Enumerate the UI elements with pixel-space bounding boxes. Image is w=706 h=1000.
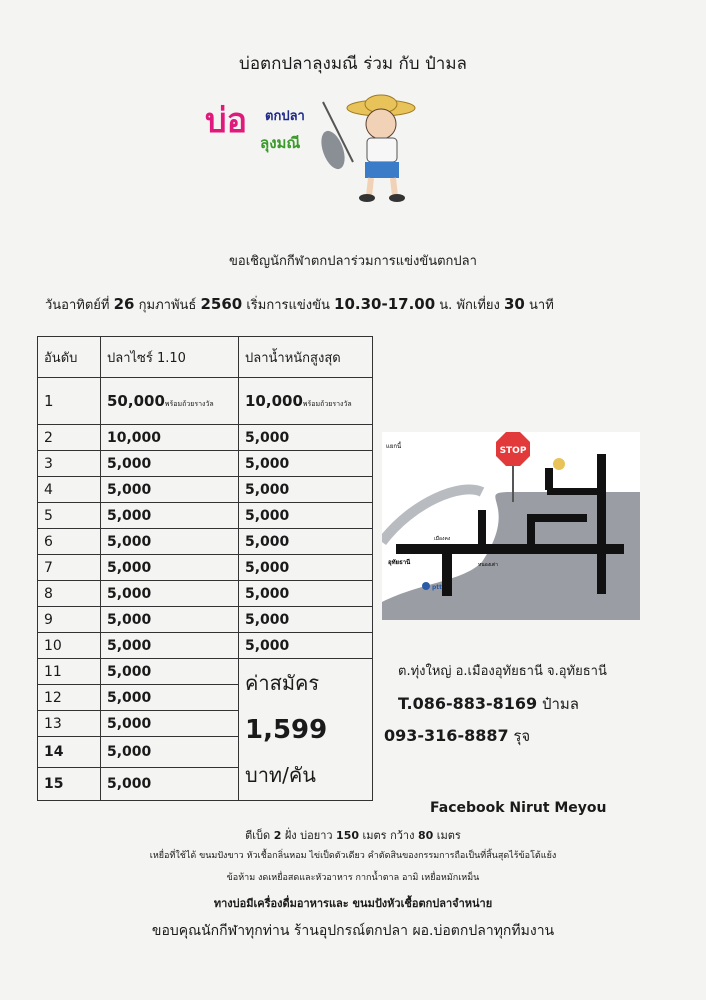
pond-logo — [205, 92, 420, 204]
size-prize-cell: 5,000 — [101, 555, 239, 581]
rank-cell: 14 — [38, 737, 101, 768]
pond-text: เมตร กว้าง — [359, 829, 418, 842]
table-row — [38, 581, 373, 607]
stop-sign-text: STOP — [499, 446, 527, 456]
pond-text: ตีเบ็ด — [245, 829, 274, 842]
phone-contact-1 — [398, 692, 579, 716]
trophy-note: พร้อมถ้วยรางวัล — [164, 400, 214, 408]
phone-number-1: T.086-883-8169 — [398, 694, 538, 713]
weight-prize-cell: 5,000 — [239, 633, 373, 659]
map-label-ptt: ptt — [432, 584, 443, 591]
pond-address: ต.ทุ่งใหญ่ อ.เมืองอุทัยธานี จ.อุทัยธานี — [398, 664, 607, 679]
weight-prize-cell: 5,000 — [239, 581, 373, 607]
poster-title: บ่อตกปลาลุงมณี ร่วม กับ ป๋ามล — [239, 54, 467, 74]
event-date-line — [45, 294, 554, 315]
table-row — [38, 607, 373, 633]
facebook-contact: Facebook Nirut Meyou — [430, 800, 607, 816]
size-prize-cell: 5,000 — [101, 685, 239, 711]
prohibited-bait-rule: ข้อห้าม งดเหยื่อสดและหัวอาหาร กากน้ำตาล อามิ เหยื่อหมักเหม็น — [226, 873, 480, 883]
logo-text-lungmanee: ลุงมณี — [260, 134, 301, 152]
table-row — [38, 425, 373, 451]
rank-cell: 2 — [38, 425, 101, 451]
table-row — [38, 477, 373, 503]
weight-prize: 10,000 — [245, 392, 303, 410]
rank-cell: 12 — [38, 685, 101, 711]
entry-fee-cell — [239, 659, 373, 801]
weight-prize-cell: 5,000 — [239, 529, 373, 555]
rank-cell: 4 — [38, 477, 101, 503]
weight-prize-cell: 5,000 — [239, 555, 373, 581]
rank-cell: 7 — [38, 555, 101, 581]
size-prize-cell: 5,000 — [101, 633, 239, 659]
entry-fee-label: ค่าสมัคร — [245, 671, 320, 695]
size-prize-cell: 5,000 — [101, 737, 239, 768]
header-weight: ปลาน้ำหนักสูงสุด — [239, 337, 373, 378]
fisherman-marker-icon — [553, 458, 565, 470]
weight-prize-cell: 5,000 — [239, 477, 373, 503]
size-prize-cell: 5,000 — [101, 659, 239, 685]
weight-prize-cell: 5,000 — [239, 607, 373, 633]
logo-text-tokpla: ตกปลา — [265, 109, 305, 124]
table-row — [38, 555, 373, 581]
header-rank: อันดับ — [38, 337, 101, 378]
food-notice: ทางบ่อมีเครื่องดื่มอาหารและ ขนมปังหัวเชื้อตกปลาจำหน่าย — [213, 897, 493, 910]
size-prize-cell: 5,000 — [101, 503, 239, 529]
fisherman-cartoon-icon — [317, 95, 415, 202]
weight-prize-cell — [239, 378, 373, 425]
rank-cell: 5 — [38, 503, 101, 529]
rank-cell: 13 — [38, 711, 101, 737]
size-prize-cell: 5,000 — [101, 711, 239, 737]
logo-text-bor: บ่อ — [205, 101, 248, 141]
event-day: 26 — [113, 295, 135, 313]
rank-cell: 10 — [38, 633, 101, 659]
pond-info — [0, 826, 706, 844]
rank-cell: 8 — [38, 581, 101, 607]
pond-length: 150 — [336, 829, 360, 842]
rank-cell: 6 — [38, 529, 101, 555]
table-row — [38, 503, 373, 529]
map-label-mueang: เมืองคง — [434, 536, 451, 542]
size-prize-cell: 5,000 — [101, 607, 239, 633]
pond-width: 80 — [417, 829, 434, 842]
location-map — [382, 432, 640, 620]
allowed-bait-rule: เหยื่อที่ใช้ได้ ขนมปังขาว หัวเชื้อกลิ่นหอม ไข่เป็ดตัวเดียว คำตัดสินของกรรมการถือเป็นที่สิ้นสุดไร้ข้อโต้แย้ง — [149, 851, 557, 861]
size-prize-cell: 5,000 — [101, 768, 239, 801]
size-prize-cell: 5,000 — [101, 529, 239, 555]
table-row — [38, 659, 373, 685]
table-header-row — [38, 337, 373, 378]
size-prize-cell: 5,000 — [101, 451, 239, 477]
phone-number-2: 093-316-8887 — [384, 726, 509, 745]
ptt-station-icon — [422, 582, 430, 590]
weight-prize-cell: 5,000 — [239, 451, 373, 477]
entry-fee-unit: บาท/คัน — [245, 763, 316, 787]
map-label: แยกนี้ — [386, 443, 402, 450]
invitation-line: ขอเชิญนักกีฬาตกปลาร่วมการแข่งขันตกปลา — [229, 254, 477, 269]
rank-cell: 9 — [38, 607, 101, 633]
weight-prize-cell: 5,000 — [239, 425, 373, 451]
pond-sides: 2 — [273, 829, 282, 842]
date-text: วันอาทิตย์ที่ — [45, 298, 114, 313]
rank-cell: 3 — [38, 451, 101, 477]
table-row — [38, 378, 373, 425]
size-prize-cell: 10,000 — [101, 425, 239, 451]
table-row — [38, 451, 373, 477]
rank-cell: 1 — [38, 378, 101, 425]
date-text: เริ่มการแข่งขัน — [242, 298, 335, 313]
weight-prize-cell: 5,000 — [239, 503, 373, 529]
header-size: ปลาไซร์ 1.10 — [101, 337, 239, 378]
break-minutes: 30 — [504, 295, 525, 313]
entry-fee-value: 1,599 — [245, 715, 328, 745]
date-text: นาที — [524, 298, 554, 313]
size-prize: 50,000 — [107, 392, 165, 410]
date-text: น. พักเที่ยง — [435, 298, 504, 313]
size-prize-cell — [101, 378, 239, 425]
event-time: 10.30-17.00 — [334, 295, 436, 313]
prize-table — [37, 336, 373, 801]
rank-cell: 11 — [38, 659, 101, 685]
map-label-nongtao: หนองเต่า — [478, 562, 498, 568]
size-prize-cell: 5,000 — [101, 581, 239, 607]
phone-name-1: ป๋ามล — [537, 695, 579, 713]
phone-name-2: รุจ — [508, 727, 531, 745]
table-row — [38, 633, 373, 659]
rank-cell: 15 — [38, 768, 101, 801]
map-label-uthai: อุทัยธานี — [388, 559, 411, 566]
event-year: 2560 — [200, 295, 243, 313]
date-text: กุมภาพันธ์ — [134, 298, 201, 313]
size-prize-cell: 5,000 — [101, 477, 239, 503]
phone-contact-2 — [384, 724, 530, 748]
thanks-line: ขอบคุณนักกีฬาทุกท่าน ร้านอุปกรณ์ตกปลา ผอ.บ่อตกปลาทุกทีมงาน — [151, 923, 555, 939]
trophy-note: พร้อมถ้วยรางวัล — [302, 400, 352, 408]
pond-text: ฝั่ง บ่อยาว — [281, 829, 337, 842]
table-row — [38, 529, 373, 555]
pond-text: เมตร — [433, 829, 461, 842]
